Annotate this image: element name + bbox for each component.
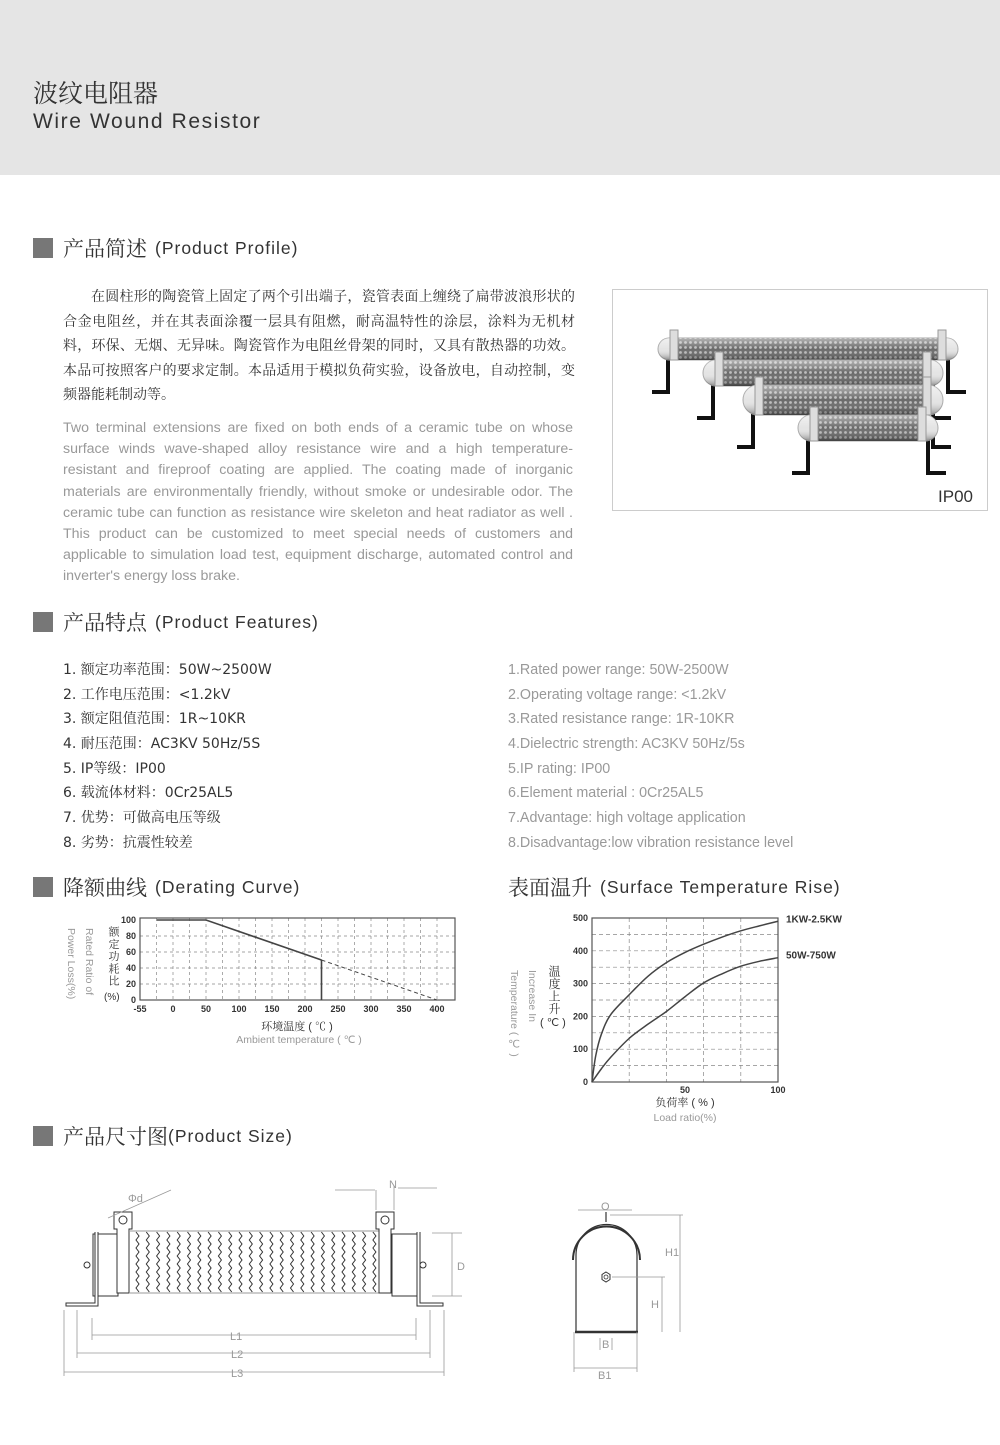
- x-axis-label-en: Load ratio(%): [653, 1112, 717, 1124]
- y-tick-label: 100: [120, 915, 136, 925]
- feature-item: 2.Operating voltage range: <1.2kV: [508, 686, 727, 703]
- coil-winding: [249, 1232, 252, 1292]
- x-tick-label: -55: [133, 1004, 147, 1014]
- x-tick-label: 300: [363, 1004, 379, 1014]
- coil-winding: [321, 1232, 324, 1292]
- temperature-rise-chart: [540, 913, 842, 1124]
- y-tick-label: 500: [572, 913, 588, 923]
- coil-winding: [229, 1232, 232, 1292]
- feature-item: 8. 劣势：抗震性较差: [63, 834, 193, 851]
- side-view-drawing: [66, 1212, 443, 1306]
- page-title-cn: 波纹电阻器: [33, 79, 159, 108]
- coil-winding: [198, 1232, 201, 1292]
- y-tick-label: 0: [130, 995, 136, 1005]
- y-tick-label: 40: [125, 963, 136, 973]
- y-tick-label: 300: [572, 978, 588, 989]
- dim-label-o: O: [601, 1201, 610, 1213]
- feature-item: 1. 额定功率范围：50W~2500W: [63, 662, 272, 678]
- coil-winding: [270, 1232, 273, 1292]
- x-tick-label: 100: [231, 1004, 247, 1014]
- feature-item: 2. 工作电压范围：<1.2kV: [63, 686, 231, 703]
- feature-item: 5. IP等级：IP00: [63, 760, 166, 777]
- coil-winding: [363, 1232, 366, 1292]
- coil-winding: [342, 1232, 345, 1292]
- temperature-y-axis-label-en: Increase In Temperature ( ℃ ): [508, 970, 538, 1057]
- coil-winding: [373, 1232, 376, 1292]
- feature-item: 6. 载流体材料：0Cr25AL5: [63, 785, 234, 802]
- heading-en: (Product Profile): [155, 237, 299, 258]
- derating-chart: [104, 915, 455, 1046]
- feature-item: 4.Dielectric strength: AC3KV 50Hz/5s: [508, 736, 745, 753]
- feature-item: 3.Rated resistance range: 1R-10KR: [508, 711, 735, 728]
- derating-y-axis-label-cn: 额定功耗比: [107, 926, 120, 987]
- dim-label-l1: L1: [230, 1331, 243, 1343]
- heading-en: (Product Size): [168, 1125, 293, 1146]
- x-tick-label: 250: [330, 1004, 346, 1014]
- section-heading-size: [33, 1123, 293, 1149]
- x-tick-label: 50: [679, 1085, 691, 1095]
- coil-winding: [146, 1232, 149, 1292]
- temperature-y-axis-label-cn: 温度上升: [547, 965, 561, 1015]
- y-tick-label: 20: [125, 979, 136, 989]
- dim-label-n: N: [389, 1179, 397, 1191]
- heading-cn: 产品特点: [63, 611, 147, 635]
- y-tick-label: 200: [572, 1011, 588, 1022]
- y-tick-label: 60: [125, 947, 136, 957]
- dim-label-h: H: [651, 1299, 659, 1311]
- series-line: [592, 921, 778, 1082]
- coil-winding: [218, 1232, 221, 1292]
- coil-winding: [332, 1232, 335, 1292]
- x-axis-label-cn: 负荷率 ( % ): [655, 1097, 715, 1109]
- x-tick-label: 0: [170, 1004, 176, 1014]
- x-tick-label: 150: [264, 1004, 280, 1014]
- coil-winding: [352, 1232, 355, 1292]
- heading-en: (Derating Curve): [155, 876, 301, 897]
- feature-item: 6.Element material : 0Cr25AL5: [508, 785, 704, 802]
- feature-item: 5.IP rating: IP00: [508, 760, 611, 777]
- x-tick-label: 350: [396, 1004, 412, 1014]
- heading-cn: 产品尺寸图: [63, 1125, 168, 1149]
- series-line-extrapolated: [322, 960, 438, 1000]
- feature-item: 4. 耐压范围：AC3KV 50Hz/5S: [63, 736, 261, 753]
- x-tick-label: 50: [200, 1004, 212, 1014]
- plot-frame: [140, 918, 455, 1000]
- y-tick-label: 80: [125, 931, 136, 941]
- profile-text-cn: 在圆柱形的陶瓷管上固定了两个引出端子，瓷管表面上缠绕了扁带波浪形状的合金电阻丝，并在其表面涂覆一层具有阻燃，耐高温特性的涂层，涂料为无机材料，环保、无烟、无异味。陶瓷管作为电阻丝骨架的同时，又具有散热器的功效。本品可按照客户的要求定制。本品适用于模拟负荷实验，设备放电，自动控制，变频器能耗制动等。: [63, 289, 575, 404]
- derating-y-axis-label-en: Rated Ratio of Power Loss(%): [65, 928, 95, 1000]
- dim-label-d: D: [457, 1261, 465, 1273]
- heading-en: (Surface Temperature Rise): [600, 876, 841, 897]
- x-axis-label-cn: 环境温度 ( ℃ ): [261, 1021, 333, 1033]
- feature-item: 1.Rated power range: 50W-2500W: [508, 662, 729, 678]
- x-tick-label: 200: [297, 1004, 313, 1014]
- front-view-drawing: [573, 1212, 640, 1332]
- series-label: 1KW-2.5KW: [786, 914, 842, 926]
- dim-label-l3: L3: [231, 1368, 244, 1380]
- feature-item: 7. 优势：可做高电压等级: [63, 810, 221, 827]
- coil-winding: [301, 1232, 304, 1292]
- coil-winding: [239, 1232, 242, 1292]
- heading-en: (Product Features): [155, 611, 319, 632]
- coil-winding: [208, 1232, 211, 1292]
- series-line: [592, 958, 778, 1082]
- y-tick-label: 400: [572, 945, 588, 956]
- y-axis-unit: ( ℃ ): [540, 1017, 566, 1029]
- feature-item: 7.Advantage: high voltage application: [508, 810, 746, 827]
- feature-item: 3. 额定阻值范围：1R~10KR: [63, 711, 246, 728]
- page-title-en: Wire Wound Resistor: [33, 110, 262, 133]
- dim-label-h1: H1: [665, 1247, 680, 1259]
- square-bullet-icon: [33, 1126, 53, 1146]
- y-tick-label: 0: [582, 1077, 588, 1087]
- dim-label-phi-d: Φd: [128, 1193, 143, 1205]
- profile-text-en: Two terminal extensions are fixed on both ends of a ceramic tube on whose surface winds wave-shaped alloy resistance wire and a high temperature-resistant and fireproof coating are applied. The coating made of inorganic materials are environmentally friendly, without smoke or undesirable odor. The ceramic tube can function as resistance wire skeleton and heat radiator as well . This product can be customized to meet special needs of customers and applicable to simulation load test, equipment discharge, automated control and inverter's energy loss brake.: [63, 420, 573, 585]
- feature-item: 8.Disadvantage:low vibration resistance level: [508, 834, 794, 851]
- dim-label-b: B: [602, 1339, 610, 1351]
- dim-label-b1: B1: [598, 1370, 612, 1382]
- series-label: 50W-750W: [786, 950, 836, 962]
- dim-label-l2: L2: [231, 1349, 244, 1361]
- heading-cn: 降额曲线: [63, 876, 147, 900]
- heading-cn: 表面温升: [508, 876, 592, 900]
- coil-winding: [157, 1232, 160, 1292]
- coil-winding: [260, 1232, 263, 1292]
- dimension-drawings: [0, 1160, 1000, 1400]
- y-tick-label: 100: [572, 1044, 588, 1055]
- x-tick-label: 400: [429, 1004, 445, 1014]
- coil-winding: [177, 1232, 180, 1292]
- coil-winding: [136, 1232, 139, 1292]
- heading-cn: 产品简述: [63, 237, 147, 261]
- ip-rating-label: IP00: [938, 487, 973, 506]
- coil-winding: [167, 1232, 170, 1292]
- x-tick-label: 100: [770, 1085, 786, 1095]
- x-axis-label-en: Ambient temperature ( ℃ ): [236, 1034, 362, 1046]
- coil-winding: [311, 1232, 314, 1292]
- coil-winding: [280, 1232, 283, 1292]
- coil-winding: [188, 1232, 191, 1292]
- coil-winding: [291, 1232, 294, 1292]
- y-axis-unit: (%): [104, 992, 120, 1003]
